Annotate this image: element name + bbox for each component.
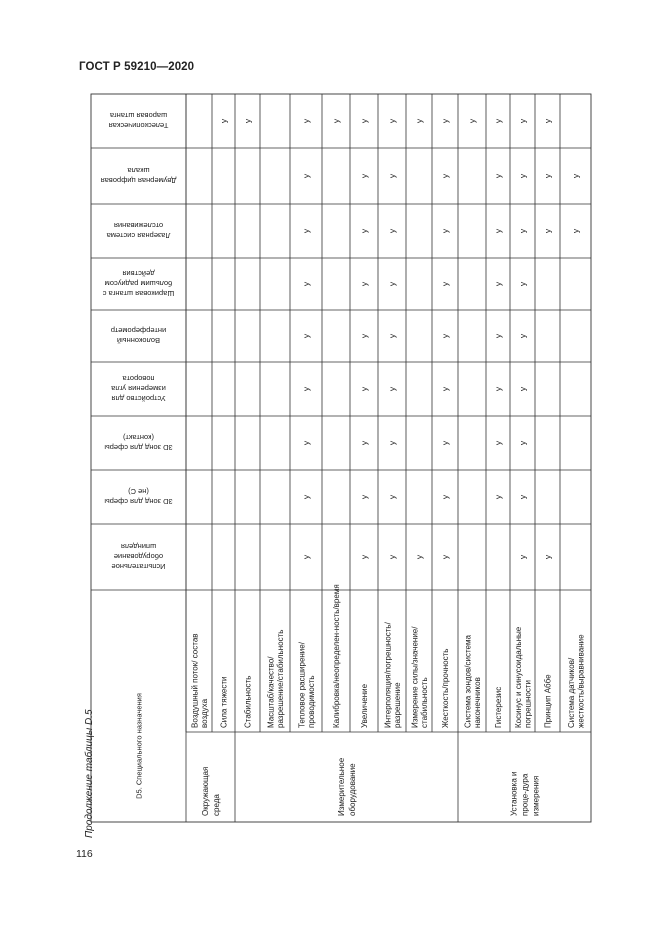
- check-mark: у: [359, 118, 369, 124]
- check-mark: у: [218, 118, 229, 124]
- check-mark: у: [359, 494, 369, 500]
- row-label-line: Калибровка/неопределен-ность/время: [332, 584, 341, 728]
- row-label-line: Жесткость/прочность: [441, 648, 450, 728]
- row-label-line: стабильность: [419, 677, 429, 728]
- group-label: [510, 771, 541, 816]
- row-label-line: Интерполяция/погрешность/: [383, 622, 393, 728]
- check-mark: у: [387, 440, 397, 446]
- column-header-line: измерения угла: [111, 384, 166, 393]
- check-mark: у: [301, 494, 311, 500]
- check-mark: у: [331, 118, 341, 124]
- column-header-line: оборудование: [113, 552, 164, 561]
- check-mark: у: [517, 118, 528, 124]
- check-mark: у: [359, 554, 369, 560]
- column-header-line: отслеживания: [113, 221, 164, 230]
- check-mark: у: [301, 333, 311, 339]
- row-label: [383, 621, 402, 728]
- column-header-line: Испытательное: [111, 562, 166, 571]
- row-label: [410, 626, 429, 728]
- group-label: [201, 767, 221, 816]
- check-mark: у: [242, 118, 253, 124]
- check-mark: у: [387, 228, 397, 234]
- check-mark: у: [359, 281, 369, 287]
- check-mark: у: [493, 228, 503, 234]
- row-label-line: Масштаб/качество/: [266, 656, 276, 728]
- check-mark: у: [359, 173, 369, 179]
- check-mark: у: [387, 281, 397, 287]
- group-label: [337, 757, 357, 816]
- document-header: ГОСТ Р 59210—2020: [79, 61, 195, 73]
- row-label: [190, 633, 209, 728]
- row-label-line: Принцип Аббе: [543, 674, 553, 728]
- check-mark: у: [493, 173, 503, 179]
- check-mark: у: [414, 554, 424, 560]
- column-header-line: (контакт): [123, 433, 154, 442]
- row-label-line: наконечников: [472, 677, 482, 728]
- group-label-line: измерения: [531, 775, 541, 816]
- row-label: [360, 683, 369, 728]
- check-mark: у: [440, 386, 450, 392]
- column-header-line: шаровая штанга: [109, 111, 168, 120]
- column-header-line: 3D зонд для сферы: [104, 497, 173, 506]
- check-mark: у: [387, 173, 397, 179]
- check-mark: у: [387, 118, 397, 124]
- column-header: [104, 433, 172, 452]
- corner-header: D5. Специального назначения: [134, 693, 144, 799]
- column-header-line: интерферометр: [110, 326, 167, 335]
- row-label: [494, 687, 503, 728]
- row-label: [220, 676, 229, 728]
- group-label-line: Установка и: [509, 771, 519, 816]
- check-mark: у: [493, 281, 503, 287]
- table-continuation-caption: Продолжение таблицы D.5: [84, 709, 95, 838]
- column-header: [101, 166, 177, 185]
- check-mark: у: [493, 386, 503, 392]
- check-mark: у: [387, 494, 397, 500]
- check-mark: у: [467, 118, 477, 124]
- row-label-line: Увеличение: [360, 683, 369, 728]
- column-header-line: 3D зонд для сферы: [104, 443, 173, 452]
- check-mark: у: [517, 173, 528, 179]
- row-label-line: Измерение силы/значение/: [410, 626, 420, 728]
- check-mark: у: [301, 228, 311, 234]
- group-label-line: среда: [212, 794, 221, 816]
- check-mark: у: [493, 494, 503, 500]
- row-label-line: Тепловое расширение/: [297, 642, 307, 728]
- check-mark: у: [542, 554, 553, 560]
- check-mark: у: [440, 554, 450, 560]
- row-label: [514, 626, 533, 728]
- row-label-line: погрешности: [523, 679, 533, 728]
- check-mark: у: [517, 228, 528, 234]
- column-header-line: поворота: [122, 374, 155, 383]
- column-header-line: большим радиусом: [104, 279, 173, 288]
- row-label-line: Воздушный поток/ состав: [190, 633, 200, 728]
- check-mark: у: [359, 386, 369, 392]
- row-label: [544, 674, 553, 728]
- group-label-line: Измерительное: [337, 757, 346, 816]
- row-label: [297, 641, 316, 728]
- page-number: 116: [76, 848, 93, 860]
- check-mark: у: [440, 173, 450, 179]
- check-mark: у: [301, 173, 311, 179]
- check-mark: у: [440, 118, 450, 124]
- column-header-line: Телескопическая: [108, 121, 169, 130]
- check-mark: у: [570, 228, 581, 234]
- check-mark: у: [440, 494, 450, 500]
- check-mark: у: [517, 386, 528, 392]
- check-mark: у: [517, 494, 528, 500]
- check-mark: у: [414, 118, 424, 124]
- group-label-line: оборудование: [348, 763, 357, 816]
- check-mark: у: [440, 440, 450, 446]
- check-mark: у: [387, 333, 397, 339]
- check-mark: у: [440, 333, 450, 339]
- check-mark: у: [301, 118, 311, 124]
- column-header: [109, 111, 169, 130]
- row-label-line: Стабильность: [243, 675, 253, 728]
- column-header: [106, 221, 171, 240]
- row-label-line: разрешение: [392, 682, 402, 728]
- check-mark: у: [493, 118, 503, 124]
- column-header-line: Двумерная цифровая: [100, 176, 177, 185]
- column-header-line: (не С): [128, 487, 149, 496]
- check-mark: у: [517, 281, 528, 287]
- check-mark: у: [517, 333, 528, 339]
- row-label-line: Система зондов/система: [463, 635, 473, 728]
- column-header-line: Волоконный: [116, 336, 161, 345]
- check-mark: у: [517, 440, 528, 446]
- check-mark: у: [387, 386, 397, 392]
- column-header-line: шкала: [127, 166, 150, 175]
- row-label: [463, 635, 482, 728]
- check-mark: у: [301, 554, 311, 560]
- row-label-line: Система датчиков/: [566, 657, 576, 728]
- group-label-line: Окружающая: [201, 766, 210, 816]
- check-mark: у: [570, 173, 581, 179]
- check-mark: у: [301, 386, 311, 392]
- check-mark: у: [542, 228, 553, 234]
- row-label-line: жесткость/выравнивание: [576, 634, 586, 728]
- column-header-line: Устройство для: [111, 394, 166, 403]
- column-header-line: Шариковая штанга с: [102, 289, 175, 298]
- column-header-line: шпинделя: [120, 542, 157, 551]
- column-header-line: Лазерная система: [106, 231, 171, 240]
- check-mark: у: [359, 228, 369, 234]
- row-label-line: воздуха: [199, 698, 209, 728]
- column-header: [104, 487, 172, 506]
- check-mark: у: [359, 440, 369, 446]
- check-mark: у: [542, 173, 553, 179]
- row-label: [244, 676, 253, 728]
- check-mark: у: [387, 554, 397, 560]
- check-mark: у: [493, 333, 503, 339]
- column-header: [103, 269, 175, 298]
- check-mark: у: [301, 281, 311, 287]
- column-header: [112, 542, 166, 571]
- row-label-line: разрешение/стабильность: [275, 629, 285, 728]
- check-mark: у: [301, 440, 311, 446]
- row-label-line: проводимость: [306, 675, 316, 728]
- check-mark: у: [359, 333, 369, 339]
- row-label: [332, 584, 341, 728]
- row-label-line: Косинус и синусоидальные: [513, 626, 523, 728]
- check-mark: у: [517, 554, 528, 560]
- check-mark: у: [542, 118, 553, 124]
- group-label-line: проце-дура: [520, 773, 530, 816]
- column-header: [111, 326, 166, 345]
- column-header-line: действия: [122, 269, 155, 278]
- row-label: [441, 649, 450, 728]
- row-label-line: Сила тяжести: [219, 676, 229, 728]
- row-label-line: Гистерезис: [494, 686, 503, 728]
- row-label: [567, 634, 586, 728]
- row-label: [266, 630, 285, 728]
- check-mark: у: [440, 281, 450, 287]
- check-mark: у: [493, 440, 503, 446]
- column-header: [110, 374, 165, 403]
- check-mark: у: [440, 228, 450, 234]
